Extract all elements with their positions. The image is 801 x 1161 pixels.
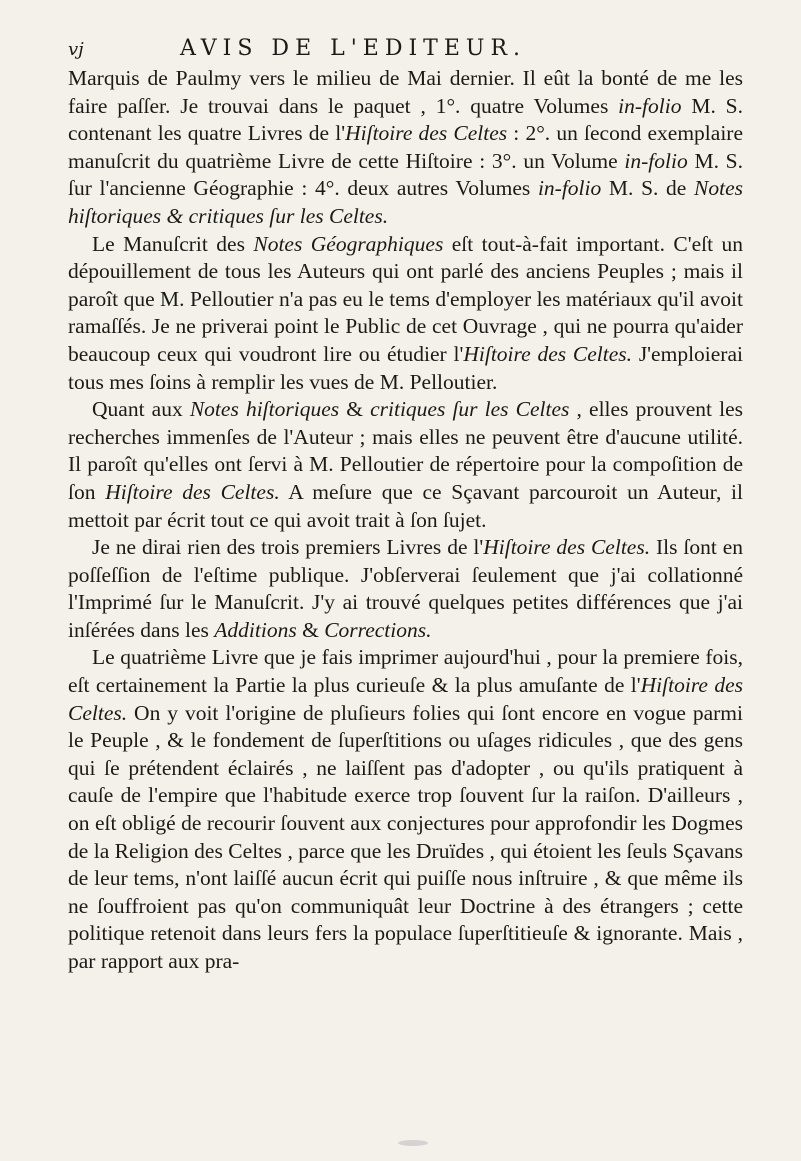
paragraph <box>68 396 743 534</box>
text-run: Marquis de Paulmy vers le milieu de Mai dernier. Il eût la bonté de me les faire paſſer. Je trouvai dans le paquet , 1°. quatre Volumes <box>68 66 743 118</box>
italic-run: Additions <box>214 617 297 642</box>
text-run: , elles prouvent les recherches immenſes de l'Auteur ; mais elles ne peuvent être d'aucune utilité. Il paroît qu'elles ont ſervi à M. Pelloutier de répertoire pour la compoſition de ſon <box>68 397 743 504</box>
text-run: M. S. ſur l'ancienne Géographie : 4°. deux autres Volumes <box>68 148 744 201</box>
text-run: Le quatrième Livre que je fais imprimer aujourd'hui , pour la premiere fois, eſt certainement la Partie la plus curieuſe & la plus amuſante de l' <box>68 645 743 698</box>
text-run: & <box>296 617 325 642</box>
text-run: Le Manuſcrit des <box>92 231 254 256</box>
italic-run: Hiſtoire des Celtes <box>345 121 508 146</box>
text-run: Quant aux <box>92 397 190 422</box>
italic-run: Hiſtoire des Celtes. <box>483 535 651 560</box>
italic-run: critiques ſur les Celtes <box>370 397 570 422</box>
text-run: J'emploierai tous mes ſoins à remplir les vues de M. Pelloutier. <box>68 341 743 394</box>
italic-run: in-folio <box>618 93 682 118</box>
text-run: M. S. de <box>601 176 695 201</box>
page-number: vj <box>68 39 84 60</box>
text-run: A meſure que ce Sçavant parcouroit un Auteur, il mettoit par écrit tout ce qui avoit trait à ſon ſujet. <box>68 479 743 532</box>
paragraph <box>68 644 743 975</box>
text-run: M. S. contenant les quatre Livres de l' <box>68 93 744 146</box>
italic-run: Hiſtoire des Celtes. <box>68 673 744 725</box>
text-run: Ils ſont en poſſeſſion de l'eſtime publique. J'obſerverai ſeulement que j'ai collationné l'Imprimé ſur le Manuſcrit. J'y ai trouvé quelques petites différences que j'ai inſérées dans les <box>68 535 743 642</box>
paragraph <box>68 231 743 397</box>
body-text <box>68 65 743 976</box>
running-header <box>68 36 743 61</box>
text-run: : 2°. un ſecond exemplaire manuſcrit du quatrième Livre de cette Hiſtoire : 3°. un Volume <box>68 121 743 173</box>
italic-run: Notes Géographiques <box>253 231 444 256</box>
paragraph <box>68 534 743 644</box>
italic-run: Notes hiſtoriques & critiques ſur les Celtes. <box>68 176 743 228</box>
text-run: eſt tout-à-fait important. C'eſt un dépouillement de tous les Auteurs qui ont parlé des anciens Peuples ; mais il paroît que M. Pelloutier n'a pas eu le tems d'employer les matériaux qu'il avoit ramaſſés. Je ne priverai point le Public de cet Ouvrage , qui ne pourra qu'aider beaucoup ceux qui voudront lire ou étudier l' <box>68 231 744 366</box>
italic-run: Notes hiſtoriques <box>189 397 340 422</box>
italic-run: Hiſtoire des Celtes. <box>105 479 280 504</box>
text-run: Je ne dirai rien des trois premiers Livres de l' <box>92 535 484 560</box>
text-run: On y voit l'origine de pluſieurs folies qui ſont encore en vogue parmi le Peuple , & le fondement de ſuperſtitions ou uſages ridicules , que des gens qui ſe prétendent éclairés , ne laiſſent pas d'adopter , ou qu'ils pratiquent à cauſe de l'empire que l'habitude exerce trop ſouvent ſur la raiſon. D'ailleurs , on eſt obligé de recourir ſouvent aux conjectures pour approfondir les Dogmes de la Religion des Celtes , parce que les Druïdes , qui étoient les ſeuls Sçavans de leur tems, n'ont laiſſé aucun écrit qui puiſſe nous inſtruire , & que même ils ne ſouffroient pas qu'on communiquât leur Doctrine à des étrangers ; cette politique retenoit dans leurs fers la populace ſuperſtitieuſe & ignorante. Mais , par rapport aux pra- <box>68 700 743 973</box>
italic-run: in-folio <box>624 148 688 173</box>
paragraph <box>68 65 743 231</box>
italic-run: Corrections. <box>324 617 432 642</box>
running-title: AVIS DE L'EDITEUR. <box>180 36 527 61</box>
italic-run: Hiſtoire des Celtes. <box>463 341 633 366</box>
ink-smudge <box>398 1140 428 1146</box>
italic-run: in-folio <box>537 176 602 201</box>
text-run: & <box>339 397 371 422</box>
